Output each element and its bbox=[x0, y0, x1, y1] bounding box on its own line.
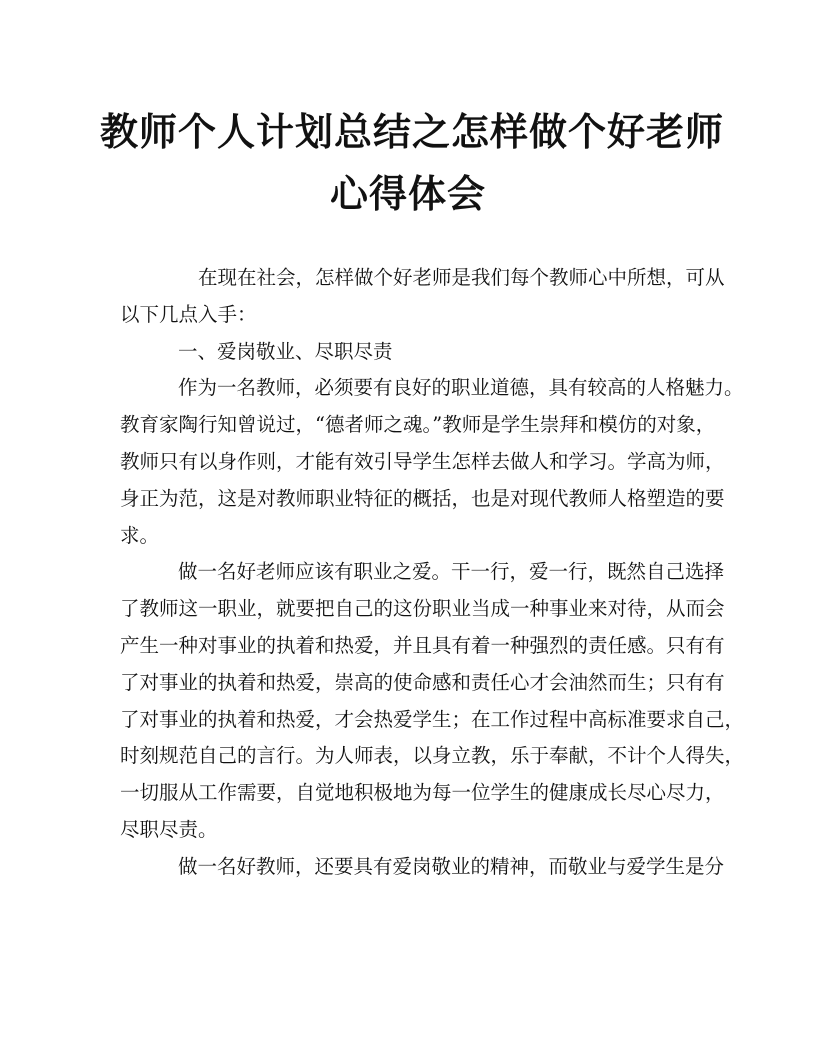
body-line: 了教师这一职业，就要把自己的这份职业当成一种事业来对待，从而会 bbox=[120, 597, 725, 621]
body-line: 产生一种对事业的执着和热爱，并且具有着一种强烈的责任感。只有有 bbox=[120, 633, 725, 657]
body-line: 求。 bbox=[120, 523, 160, 547]
body-line: 尽职尽责。 bbox=[120, 817, 218, 841]
body-line: 做一名好老师应该有职业之爱。干一行，爱一行，既然自己选择 bbox=[178, 560, 725, 584]
body-line: 教师只有以身作则，才能有效引导学生怎样去做人和学习。学高为师， bbox=[120, 449, 725, 473]
body-line: 一切服从工作需要，自觉地积极地为每一位学生的健康成长尽心尽力， bbox=[120, 781, 725, 805]
document-body bbox=[120, 260, 745, 886]
body-line: 作为一名教师，必须要有良好的职业道德，具有较高的人格魅力。 bbox=[178, 376, 744, 400]
section-heading: 一、爱岗敬业、尽职尽责 bbox=[178, 339, 393, 363]
document-title-line-1: 教师个人计划总结之怎样做个好老师 bbox=[100, 109, 725, 154]
body-line: 时刻规范自己的言行。为人师表，以身立教，乐于奉献，不计个人得失， bbox=[120, 744, 745, 768]
body-line: 了对事业的执着和热爱，崇高的使命感和责任心才会油然而生；只有有 bbox=[120, 670, 725, 694]
body-line: 教育家陶行知曾说过，“德者师之魂。”教师是学生崇拜和模仿的对象， bbox=[120, 413, 716, 437]
body-line: 以下几点入手： bbox=[120, 302, 257, 326]
body-line: 在现在社会，怎样做个好老师是我们每个教师心中所想，可从 bbox=[198, 266, 725, 289]
body-line: 身正为范，这是对教师职业特征的概括，也是对现代教师人格塑造的要 bbox=[120, 486, 725, 510]
body-line: 了对事业的执着和热爱，才会热爱学生；在工作过程中高标准要求自己， bbox=[120, 707, 745, 731]
body-line: 做一名好教师，还要具有爱岗敬业的精神，而敬业与爱学生是分 bbox=[178, 854, 725, 878]
document-title-line-2: 心得体会 bbox=[329, 171, 486, 216]
